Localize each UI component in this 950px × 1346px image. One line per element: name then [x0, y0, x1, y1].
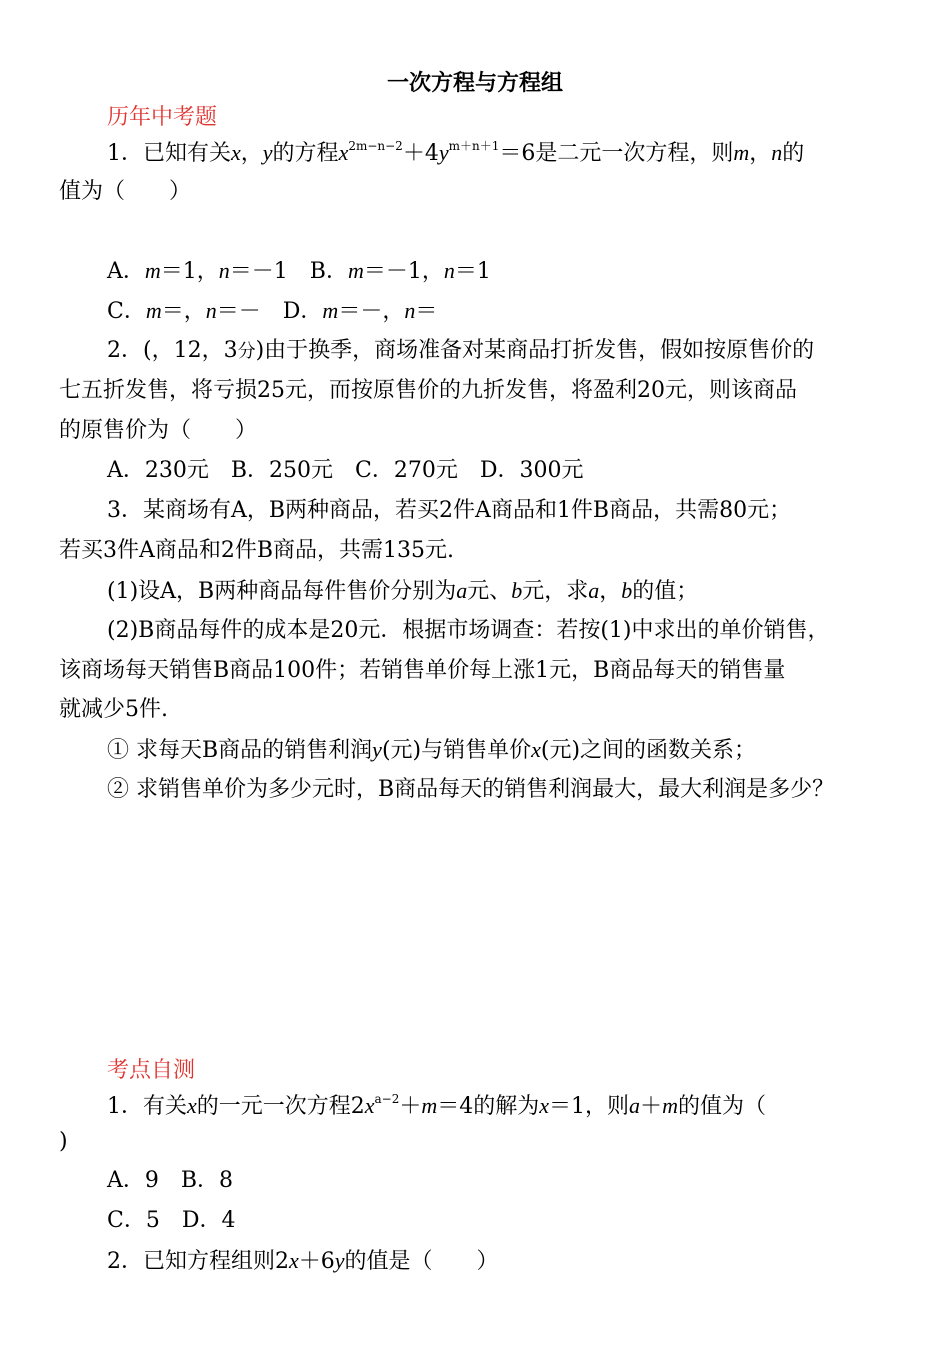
question-2-line-1: 2．(，12，3分)由于换季，商场准备对某商品打折发售，假如按原售价的	[107, 338, 815, 363]
question-1-line-2: 值为（ ）	[59, 179, 192, 204]
question-3-subpart-2: ② 求销售单价为多少元时，B商品每天的销售利润最大，最大利润是多少？	[107, 777, 835, 802]
question-3-subpart-1: ① 求每天B商品的销售利润y(元)与销售单价x(元)之间的函数关系；	[107, 737, 757, 763]
question-3-part-2-line-1: (2)B商品每件的成本是20元．根据市场调查：若按(1)中求出的单价销售，	[107, 618, 830, 643]
test-1-options-ab: A．9 B．8	[107, 1168, 234, 1193]
question-3-part-1: (1)设A，B两种商品每件售价分别为a元、b元，求a，b的值；	[107, 578, 699, 604]
question-3-part-2-line-3: 就减少5件.	[59, 697, 168, 722]
question-1-options-cd: C．m＝，n＝－ D．m＝－，n＝	[107, 298, 438, 324]
section-heading-past-exams: 历年中考题	[107, 105, 218, 130]
test-1-line-2: )	[59, 1129, 68, 1154]
question-2-line-2: 七五折发售，将亏损25元，而按原售价的九折发售，将盈利20元，则该商品	[59, 378, 797, 403]
question-3-line-1: 3．某商场有A，B两种商品，若买2件A商品和1件B商品，共需80元；	[107, 498, 792, 523]
question-3-line-2: 若买3件A商品和2件B商品，共需135元.	[59, 538, 455, 563]
section-heading-self-test: 考点自测	[107, 1058, 196, 1083]
question-2-line-3: 的原售价为（ ）	[59, 418, 258, 443]
test-1-line-1: 1．有关x的一元一次方程$2x^{a-2}+m=4$的解为x＝1，则a＋m的值为（	[107, 1092, 766, 1119]
document-title: 一次方程与方程组	[386, 71, 563, 96]
test-1-options-cd: C．5 D．4	[107, 1208, 236, 1233]
question-1-options-ab: A．m＝1，n＝－1 B．m＝－1，n＝1	[107, 258, 491, 284]
test-2-line-1: 2．已知方程组则2x＋6y的值是（ ）	[107, 1248, 499, 1274]
question-3-part-2-line-2: 该商场每天销售B商品100件；若销售单价每上涨1元，B商品每天的销售量	[59, 658, 786, 683]
question-1-line-1: 1．已知有关x，y的方程$x^{2m-n-2}+4y^{m+n+1}=6$是二元一次方程，则m，n的	[107, 139, 805, 166]
question-2-options: A．230元 B．250元 C．270元 D．300元	[107, 458, 584, 483]
